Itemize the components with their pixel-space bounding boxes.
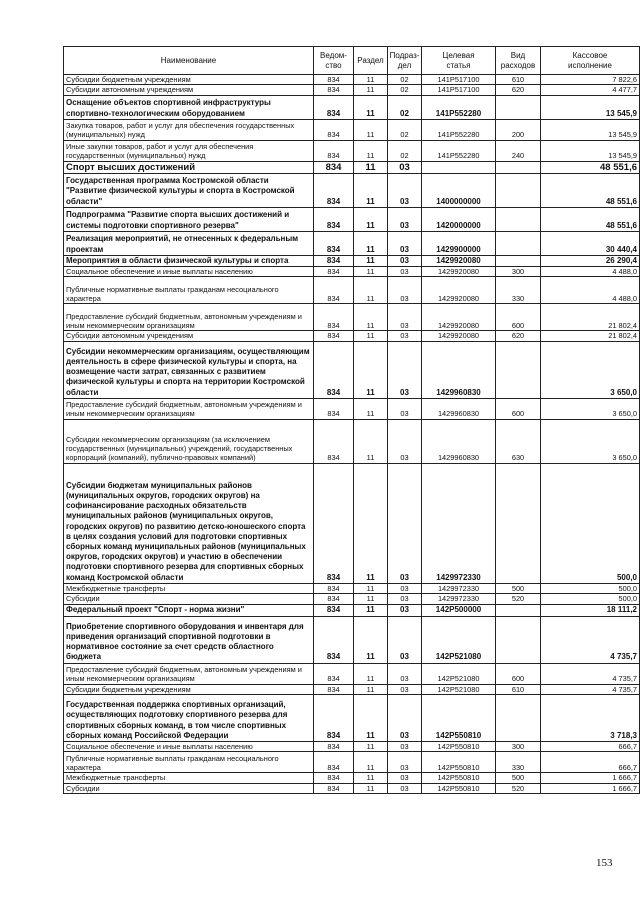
cell-name: Подпрограмма "Развитие спорта высших достижений и системы подготовки спортивного резерва" bbox=[64, 207, 314, 231]
cell-cash: 4 735,7 bbox=[541, 616, 640, 663]
cell-name: Субсидии бюджетам муниципальных районов (муниципальных округов, городских округов) на софинансирование расходных обязательств муниципальных районов (муниципальных округов, городских округов) по развитию детско-юношеского спорта в целях создания условий для подготовки спортивных сборных команд муниципальных районов (муниципальных округов, городских округов) и участию в обеспечении подготовки спортивного резерва для спортивных сборных команд Костромской области bbox=[64, 463, 314, 583]
cell-razdel: 11 bbox=[354, 331, 388, 341]
cell-podrazdel: 03 bbox=[388, 742, 422, 752]
table-row bbox=[64, 331, 640, 341]
table-row bbox=[64, 773, 640, 783]
cell-name: Предоставление субсидий бюджетным, автономным учреждениям и иным некоммерческим организациям bbox=[64, 304, 314, 331]
cell-exp-type: 330 bbox=[496, 277, 541, 304]
cell-exp-type bbox=[496, 341, 541, 398]
cell-article: 141P552280 bbox=[422, 140, 496, 161]
cell-ved: 834 bbox=[314, 119, 354, 140]
cell-exp-type bbox=[496, 207, 541, 231]
cell-exp-type bbox=[496, 255, 541, 266]
table-row bbox=[64, 267, 640, 277]
cell-name: Межбюджетные трансферты bbox=[64, 583, 314, 593]
cell-ved: 834 bbox=[314, 161, 354, 173]
cell-article: 141P552280 bbox=[422, 95, 496, 119]
cell-podrazdel: 03 bbox=[388, 267, 422, 277]
cell-exp-type bbox=[496, 161, 541, 173]
cell-exp-type bbox=[496, 616, 541, 663]
cell-podrazdel: 02 bbox=[388, 140, 422, 161]
cell-razdel: 11 bbox=[354, 231, 388, 255]
cell-exp-type: 620 bbox=[496, 331, 541, 341]
table-row bbox=[64, 583, 640, 593]
cell-ved: 834 bbox=[314, 231, 354, 255]
table-header-row bbox=[64, 47, 640, 75]
header-podrazdel: Подраз- дел bbox=[388, 47, 422, 75]
cell-cash: 13 545,9 bbox=[541, 119, 640, 140]
table-row bbox=[64, 161, 640, 173]
cell-ved: 834 bbox=[314, 594, 354, 604]
cell-podrazdel: 03 bbox=[388, 304, 422, 331]
cell-razdel: 11 bbox=[354, 583, 388, 593]
cell-razdel: 11 bbox=[354, 85, 388, 95]
table-row bbox=[64, 419, 640, 463]
cell-article: 1429972330 bbox=[422, 463, 496, 583]
cell-exp-type bbox=[496, 463, 541, 583]
cell-exp-type bbox=[496, 604, 541, 616]
cell-exp-type bbox=[496, 95, 541, 119]
cell-razdel: 11 bbox=[354, 341, 388, 398]
header-exp-type: Вид расходов bbox=[496, 47, 541, 75]
cell-ved: 834 bbox=[314, 684, 354, 694]
table-row bbox=[64, 684, 640, 694]
cell-razdel: 11 bbox=[354, 752, 388, 773]
cell-podrazdel: 02 bbox=[388, 95, 422, 119]
cell-name: Социальное обеспечение и иные выплаты населению bbox=[64, 267, 314, 277]
cell-podrazdel: 02 bbox=[388, 85, 422, 95]
cell-ved: 834 bbox=[314, 255, 354, 266]
cell-exp-type: 520 bbox=[496, 594, 541, 604]
cell-razdel: 11 bbox=[354, 398, 388, 419]
cell-razdel: 11 bbox=[354, 119, 388, 140]
cell-cash: 500,0 bbox=[541, 463, 640, 583]
cell-ved: 834 bbox=[314, 752, 354, 773]
cell-name: Субсидии автономным учреждениям bbox=[64, 85, 314, 95]
cell-podrazdel: 03 bbox=[388, 783, 422, 793]
cell-podrazdel: 03 bbox=[388, 684, 422, 694]
cell-exp-type: 240 bbox=[496, 140, 541, 161]
cell-name: Оснащение объектов спортивной инфраструктуры спортивно-технологическим оборудованием bbox=[64, 95, 314, 119]
cell-article: 142P550810 bbox=[422, 783, 496, 793]
cell-cash: 13 545,9 bbox=[541, 95, 640, 119]
cell-article bbox=[422, 161, 496, 173]
cell-name: Субсидии бюджетным учреждениям bbox=[64, 684, 314, 694]
cell-razdel: 11 bbox=[354, 419, 388, 463]
cell-razdel: 11 bbox=[354, 267, 388, 277]
table-row bbox=[64, 463, 640, 583]
cell-article: 1400000000 bbox=[422, 173, 496, 207]
cell-podrazdel: 03 bbox=[388, 277, 422, 304]
cell-exp-type: 500 bbox=[496, 583, 541, 593]
cell-name: Государственная программа Костромской области "Развитие физической культуры и спорта в Костромской области" bbox=[64, 173, 314, 207]
cell-exp-type bbox=[496, 695, 541, 742]
table-row bbox=[64, 75, 640, 85]
cell-name: Межбюджетные трансферты bbox=[64, 773, 314, 783]
cell-article: 1429972330 bbox=[422, 583, 496, 593]
cell-ved: 834 bbox=[314, 304, 354, 331]
cell-exp-type: 610 bbox=[496, 75, 541, 85]
cell-cash: 48 551,6 bbox=[541, 161, 640, 173]
page-number: 153 bbox=[596, 857, 613, 869]
cell-exp-type bbox=[496, 231, 541, 255]
cell-cash: 3 650,0 bbox=[541, 419, 640, 463]
cell-exp-type: 600 bbox=[496, 304, 541, 331]
cell-article: 142P500000 bbox=[422, 604, 496, 616]
table-row bbox=[64, 752, 640, 773]
cell-cash: 500,0 bbox=[541, 583, 640, 593]
cell-name: Субсидии bbox=[64, 783, 314, 793]
table-row bbox=[64, 604, 640, 616]
cell-ved: 834 bbox=[314, 140, 354, 161]
cell-razdel: 11 bbox=[354, 161, 388, 173]
cell-podrazdel: 03 bbox=[388, 341, 422, 398]
cell-exp-type: 200 bbox=[496, 119, 541, 140]
cell-cash: 3 650,0 bbox=[541, 341, 640, 398]
cell-article: 142P521080 bbox=[422, 616, 496, 663]
cell-article: 142P550810 bbox=[422, 773, 496, 783]
cell-ved: 834 bbox=[314, 341, 354, 398]
cell-article: 142P521080 bbox=[422, 663, 496, 684]
table-row bbox=[64, 119, 640, 140]
cell-podrazdel: 02 bbox=[388, 119, 422, 140]
table-row bbox=[64, 616, 640, 663]
cell-ved: 834 bbox=[314, 695, 354, 742]
cell-name: Мероприятия в области физической культуры и спорта bbox=[64, 255, 314, 266]
table-row bbox=[64, 85, 640, 95]
table-row bbox=[64, 783, 640, 793]
cell-cash: 4 488,0 bbox=[541, 277, 640, 304]
table-row bbox=[64, 594, 640, 604]
cell-ved: 834 bbox=[314, 604, 354, 616]
cell-cash: 1 666,7 bbox=[541, 783, 640, 793]
cell-cash: 26 290,4 bbox=[541, 255, 640, 266]
table-row bbox=[64, 398, 640, 419]
cell-podrazdel: 03 bbox=[388, 173, 422, 207]
cell-article: 1429972330 bbox=[422, 594, 496, 604]
cell-article: 1420000000 bbox=[422, 207, 496, 231]
cell-ved: 834 bbox=[314, 95, 354, 119]
table-row bbox=[64, 173, 640, 207]
cell-podrazdel: 03 bbox=[388, 663, 422, 684]
table-row bbox=[64, 277, 640, 304]
cell-ved: 834 bbox=[314, 277, 354, 304]
header-name: Наименование bbox=[64, 47, 314, 75]
table-row bbox=[64, 663, 640, 684]
cell-podrazdel: 03 bbox=[388, 773, 422, 783]
cell-cash: 21 802,4 bbox=[541, 331, 640, 341]
expenditure-table bbox=[63, 46, 640, 794]
cell-podrazdel: 03 bbox=[388, 695, 422, 742]
cell-razdel: 11 bbox=[354, 695, 388, 742]
table-row bbox=[64, 95, 640, 119]
cell-article: 1429920080 bbox=[422, 255, 496, 266]
cell-name: Приобретение спортивного оборудования и инвентаря для приведения организаций спортивной подготовки в нормативное состояние за счет средств областного бюджета bbox=[64, 616, 314, 663]
cell-article: 142P550810 bbox=[422, 742, 496, 752]
cell-cash: 1 666,7 bbox=[541, 773, 640, 783]
cell-ved: 834 bbox=[314, 783, 354, 793]
cell-exp-type: 610 bbox=[496, 684, 541, 694]
cell-razdel: 11 bbox=[354, 463, 388, 583]
cell-cash: 4 488,0 bbox=[541, 267, 640, 277]
cell-razdel: 11 bbox=[354, 783, 388, 793]
cell-ved: 834 bbox=[314, 419, 354, 463]
cell-exp-type: 300 bbox=[496, 267, 541, 277]
cell-cash: 13 545,9 bbox=[541, 140, 640, 161]
cell-name: Субсидии некоммерческим организациям, осуществляющим деятельность в сфере физической культуры и спорта, на возмещение части затрат, связанных с развитием физической культуры и спорта на территории Костромской области bbox=[64, 341, 314, 398]
cell-name: Субсидии бюджетным учреждениям bbox=[64, 75, 314, 85]
cell-ved: 834 bbox=[314, 742, 354, 752]
cell-razdel: 11 bbox=[354, 207, 388, 231]
cell-exp-type: 330 bbox=[496, 752, 541, 773]
cell-podrazdel: 03 bbox=[388, 463, 422, 583]
cell-razdel: 11 bbox=[354, 773, 388, 783]
cell-ved: 834 bbox=[314, 75, 354, 85]
cell-podrazdel: 03 bbox=[388, 398, 422, 419]
cell-podrazdel: 03 bbox=[388, 419, 422, 463]
cell-podrazdel: 03 bbox=[388, 594, 422, 604]
cell-article: 1429920080 bbox=[422, 304, 496, 331]
cell-podrazdel: 03 bbox=[388, 207, 422, 231]
cell-name: Закупка товаров, работ и услуг для обеспечения государственных (муниципальных) нужд bbox=[64, 119, 314, 140]
cell-cash: 7 822,6 bbox=[541, 75, 640, 85]
cell-ved: 834 bbox=[314, 173, 354, 207]
cell-ved: 834 bbox=[314, 207, 354, 231]
table-row bbox=[64, 255, 640, 266]
cell-name: Субсидии bbox=[64, 594, 314, 604]
cell-exp-type: 520 bbox=[496, 783, 541, 793]
cell-exp-type: 620 bbox=[496, 85, 541, 95]
cell-article: 141P517100 bbox=[422, 85, 496, 95]
table-row bbox=[64, 695, 640, 742]
cell-cash: 3 650,0 bbox=[541, 398, 640, 419]
cell-cash: 500,0 bbox=[541, 594, 640, 604]
cell-cash: 666,7 bbox=[541, 742, 640, 752]
cell-name: Федеральный проект "Спорт - норма жизни" bbox=[64, 604, 314, 616]
cell-podrazdel: 02 bbox=[388, 75, 422, 85]
cell-article: 1429900000 bbox=[422, 231, 496, 255]
cell-podrazdel: 03 bbox=[388, 752, 422, 773]
cell-podrazdel: 03 bbox=[388, 161, 422, 173]
cell-article: 1429920080 bbox=[422, 267, 496, 277]
cell-exp-type: 300 bbox=[496, 742, 541, 752]
cell-name: Спорт высших достижений bbox=[64, 161, 314, 173]
table-row bbox=[64, 341, 640, 398]
cell-razdel: 11 bbox=[354, 594, 388, 604]
cell-name: Субсидии некоммерческим организациям (за исключением государственных (муниципальных) учреждений, государственных корпораций (компаний), публично-правовых компаний) bbox=[64, 419, 314, 463]
cell-exp-type bbox=[496, 173, 541, 207]
cell-ved: 834 bbox=[314, 463, 354, 583]
cell-ved: 834 bbox=[314, 663, 354, 684]
table-row bbox=[64, 207, 640, 231]
cell-razdel: 11 bbox=[354, 604, 388, 616]
cell-cash: 4 735,7 bbox=[541, 663, 640, 684]
header-ved: Ведом- ство bbox=[314, 47, 354, 75]
cell-exp-type: 600 bbox=[496, 398, 541, 419]
cell-razdel: 11 bbox=[354, 684, 388, 694]
cell-exp-type: 500 bbox=[496, 773, 541, 783]
cell-cash: 4 477,7 bbox=[541, 85, 640, 95]
cell-ved: 834 bbox=[314, 583, 354, 593]
cell-name: Публичные нормативные выплаты гражданам несоциального характера bbox=[64, 752, 314, 773]
cell-name: Предоставление субсидий бюджетным, автономным учреждениям и иным некоммерческим организациям bbox=[64, 398, 314, 419]
table-row bbox=[64, 742, 640, 752]
cell-article: 1429920080 bbox=[422, 331, 496, 341]
header-cash: Кассовое исполнение bbox=[541, 47, 640, 75]
cell-article: 1429960830 bbox=[422, 398, 496, 419]
table-row bbox=[64, 304, 640, 331]
cell-article: 142P550810 bbox=[422, 695, 496, 742]
cell-cash: 4 735,7 bbox=[541, 684, 640, 694]
cell-article: 1429920080 bbox=[422, 277, 496, 304]
cell-ved: 834 bbox=[314, 267, 354, 277]
cell-cash: 666,7 bbox=[541, 752, 640, 773]
cell-cash: 30 440,4 bbox=[541, 231, 640, 255]
cell-ved: 834 bbox=[314, 85, 354, 95]
cell-razdel: 11 bbox=[354, 616, 388, 663]
cell-article: 141P517100 bbox=[422, 75, 496, 85]
cell-name: Реализация мероприятий, не отнесенных к федеральным проектам bbox=[64, 231, 314, 255]
cell-ved: 834 bbox=[314, 398, 354, 419]
cell-podrazdel: 03 bbox=[388, 255, 422, 266]
cell-name: Социальное обеспечение и иные выплаты населению bbox=[64, 742, 314, 752]
cell-cash: 21 802,4 bbox=[541, 304, 640, 331]
cell-cash: 48 551,6 bbox=[541, 207, 640, 231]
cell-razdel: 11 bbox=[354, 277, 388, 304]
cell-ved: 834 bbox=[314, 773, 354, 783]
cell-name: Государственная поддержка спортивных организаций, осуществляющих подготовку спортивного резерва для спортивных сборных команд, в том числе спортивных сборных команд Российской Федерации bbox=[64, 695, 314, 742]
cell-cash: 3 718,3 bbox=[541, 695, 640, 742]
table-row bbox=[64, 231, 640, 255]
cell-razdel: 11 bbox=[354, 663, 388, 684]
cell-exp-type: 630 bbox=[496, 419, 541, 463]
cell-podrazdel: 03 bbox=[388, 616, 422, 663]
cell-name: Иные закупки товаров, работ и услуг для обеспечения государственных (муниципальных) нужд bbox=[64, 140, 314, 161]
cell-podrazdel: 03 bbox=[388, 231, 422, 255]
header-article: Целевая статья bbox=[422, 47, 496, 75]
header-razdel: Раздел bbox=[354, 47, 388, 75]
cell-cash: 48 551,6 bbox=[541, 173, 640, 207]
cell-ved: 834 bbox=[314, 616, 354, 663]
cell-razdel: 11 bbox=[354, 255, 388, 266]
cell-name: Предоставление субсидий бюджетным, автономным учреждениям и иным некоммерческим организациям bbox=[64, 663, 314, 684]
cell-razdel: 11 bbox=[354, 173, 388, 207]
cell-article: 1429960830 bbox=[422, 419, 496, 463]
cell-ved: 834 bbox=[314, 331, 354, 341]
cell-article: 142P550810 bbox=[422, 752, 496, 773]
cell-article: 141P552280 bbox=[422, 119, 496, 140]
cell-exp-type: 600 bbox=[496, 663, 541, 684]
cell-cash: 18 111,2 bbox=[541, 604, 640, 616]
cell-razdel: 11 bbox=[354, 140, 388, 161]
cell-name: Субсидии автономным учреждениям bbox=[64, 331, 314, 341]
cell-razdel: 11 bbox=[354, 742, 388, 752]
cell-podrazdel: 03 bbox=[388, 331, 422, 341]
cell-razdel: 11 bbox=[354, 304, 388, 331]
cell-podrazdel: 03 bbox=[388, 583, 422, 593]
cell-podrazdel: 03 bbox=[388, 604, 422, 616]
cell-razdel: 11 bbox=[354, 75, 388, 85]
cell-article: 1429960830 bbox=[422, 341, 496, 398]
cell-article: 142P521080 bbox=[422, 684, 496, 694]
cell-razdel: 11 bbox=[354, 95, 388, 119]
cell-name: Публичные нормативные выплаты гражданам несоциального характера bbox=[64, 277, 314, 304]
table-row bbox=[64, 140, 640, 161]
